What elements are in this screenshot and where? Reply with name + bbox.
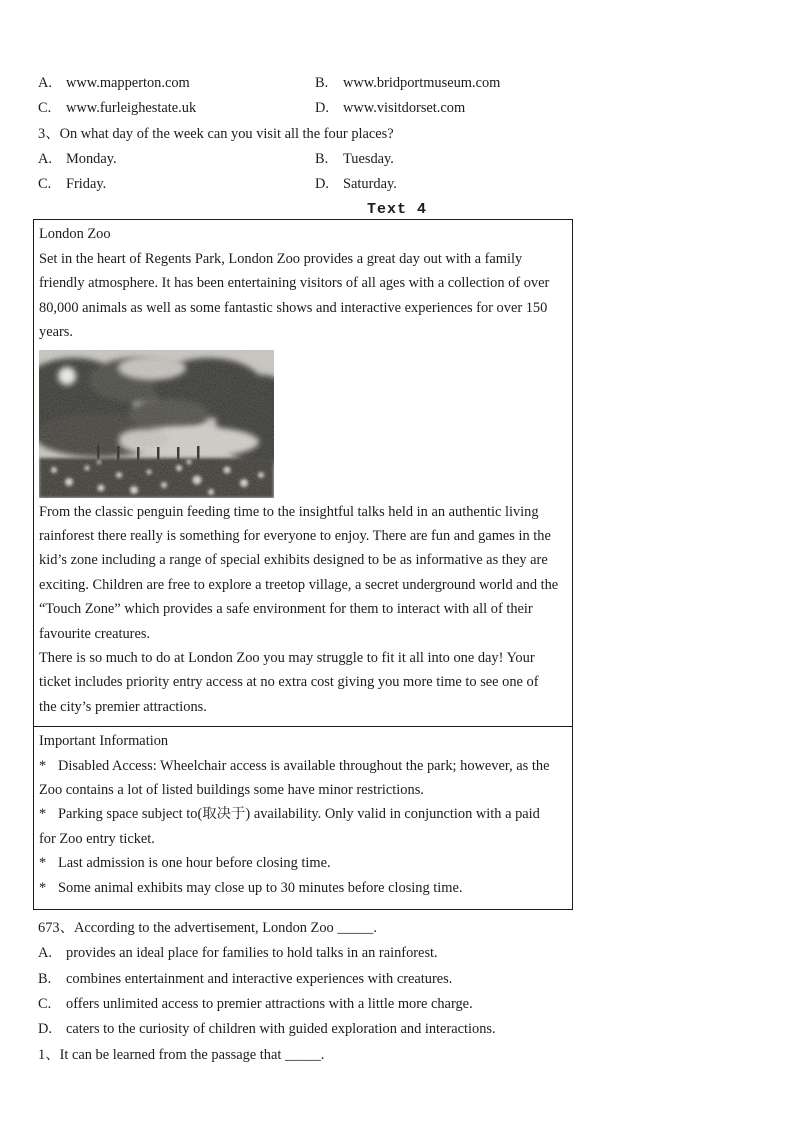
q3-options-row-1 (38, 147, 756, 172)
q2-option-c (38, 96, 315, 121)
star-bullet: * (39, 806, 47, 823)
photo-grain (39, 350, 274, 498)
star-bullet: * (39, 757, 47, 774)
important-info-title: Important Information (39, 733, 169, 750)
question-673: 673、According to the advertisement, London Zoo _____. (38, 920, 377, 937)
question-1: 1、It can be learned from the passage that _____. (38, 1046, 325, 1063)
option-letter: B. (315, 150, 329, 167)
option-text: combines entertainment and interactive experiences with creatures. (66, 970, 453, 987)
zoo-photo (39, 350, 274, 498)
option-letter: C. (38, 995, 52, 1012)
article-cell (34, 220, 572, 726)
article-para-3: There is so much to do at London Zoo you may struggle to fit it all into one day! Your ticket includes priority entry access at no extra cost giving you more time to see one of the city’s premier attractions. (39, 649, 539, 715)
option-letter: D. (315, 176, 329, 193)
option-text: Saturday. (343, 176, 397, 193)
info-item-text: Some animal exhibits may close up to 30 minutes before closing time. (58, 879, 463, 896)
q2-option-a (38, 71, 315, 96)
option-text: Tuesday. (343, 150, 394, 167)
option-letter: C. (38, 176, 52, 193)
text4-heading: Text 4 (366, 201, 427, 219)
option-text: Monday. (66, 150, 117, 167)
info-item-text: Disabled Access: Wheelchair access is available throughout the park; however, as the Zoo contains a lot of listed buildings some have minor restrictions. (39, 757, 550, 798)
option-letter: C. (38, 100, 52, 117)
q3-option-a (38, 147, 315, 172)
q2-option-d (315, 96, 465, 121)
q2-options-row-1 (38, 71, 756, 96)
q673-option-b (38, 967, 756, 992)
option-text: offers unlimited access to premier attractions with a little more charge. (66, 995, 473, 1012)
q673-option-c (38, 992, 756, 1017)
info-item-parking (39, 802, 559, 851)
option-letter: B. (315, 75, 329, 91)
option-letter: A. (38, 75, 52, 91)
text4-box (33, 219, 573, 910)
info-item-text: Parking space subject to(取决于) availability. Only valid in conjunction with a paid for Zoo entry ticket. (39, 806, 540, 847)
option-text: www.visitdorset.com (343, 100, 466, 117)
option-text: www.bridportmuseum.com (343, 75, 501, 91)
article-para-1: Set in the heart of Regents Park, London Zoo provides a great day out with a family friendly atmosphere. It has been entertaining visitors of all ages with a collection of over 80,000 animals as well as some fantastic shows and interactive experiences for over 150 years. (39, 250, 550, 341)
option-text: provides an ideal place for families to hold talks in an rainforest. (66, 945, 438, 962)
option-letter: D. (38, 1021, 52, 1038)
option-letter: D. (315, 100, 329, 117)
option-text: Friday. (66, 176, 107, 193)
q2-option-b (315, 71, 500, 96)
info-item-exhibits-close (39, 876, 559, 900)
info-item-last-admission (39, 851, 559, 875)
question-3: 3、On what day of the week can you visit all the four places? (38, 125, 394, 142)
article-para-2: From the classic penguin feeding time to the insightful talks held in an authentic living rainforest there really is something for everyone to enjoy. There are fun and games in the kid’s zone including a range of special exhibits designed to be as informative as they are exciting. Children are free to explore a treetop village, a secret underground world and the “Touch Zone” which provides a safe environment for them to interact with all of their favourite creatures. (39, 503, 559, 642)
star-bullet: * (39, 855, 47, 872)
q3-option-b (315, 147, 394, 172)
option-letter: A. (38, 945, 52, 962)
info-item-disabled-access (39, 754, 559, 803)
q3-option-c (38, 172, 315, 197)
option-letter: B. (38, 970, 52, 987)
important-info-cell (34, 726, 572, 909)
q2-options-row-2 (38, 96, 756, 121)
star-bullet: * (39, 879, 47, 896)
questions-section (38, 916, 756, 1068)
option-letter: A. (38, 150, 52, 167)
q673-option-a (38, 941, 756, 966)
option-text: www.mapperton.com (66, 75, 190, 91)
article-title: London Zoo (39, 226, 111, 243)
option-text: caters to the curiosity of children with guided exploration and interactions. (66, 1021, 496, 1038)
info-item-text: Last admission is one hour before closing time. (58, 855, 331, 872)
q3-option-d (315, 172, 397, 197)
q3-options-row-2 (38, 172, 756, 197)
option-text: www.furleighestate.uk (66, 100, 197, 117)
q673-option-d (38, 1017, 756, 1042)
